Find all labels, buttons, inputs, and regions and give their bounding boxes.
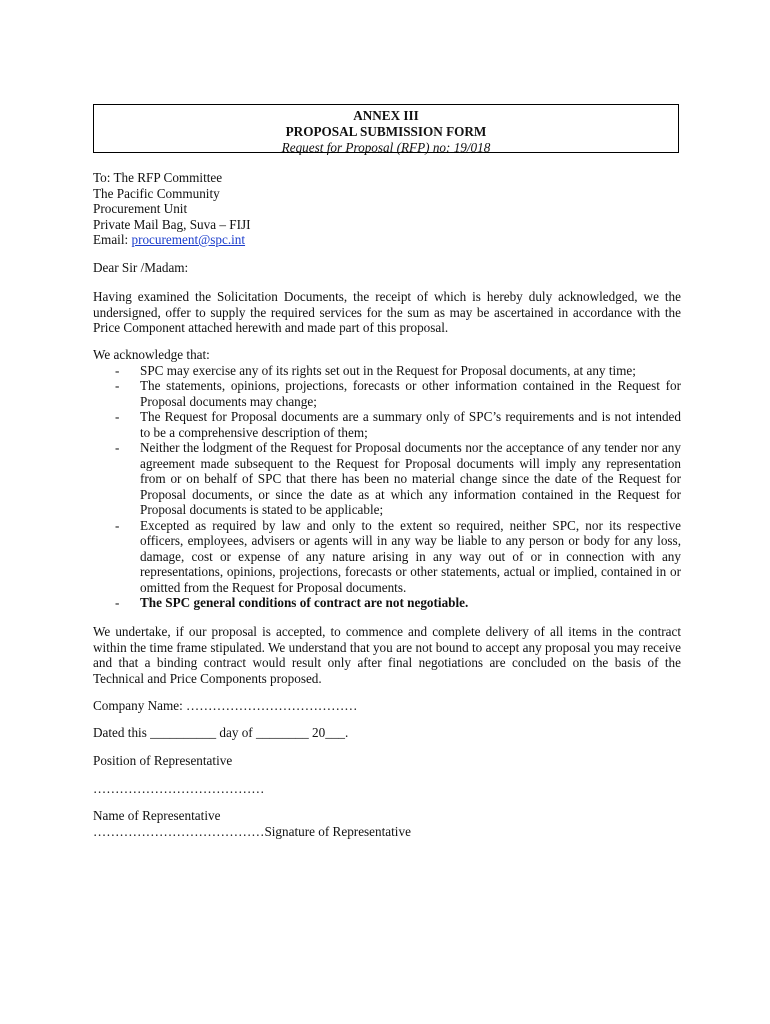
address-email-line bbox=[93, 232, 681, 248]
acknowledgement-list bbox=[93, 363, 681, 611]
address-bag: Private Mail Bag, Suva – FIJI bbox=[93, 216, 251, 232]
list-item: - The Request for Proposal documents are a summary only of SPC’s requirements and is not intended to be a comprehensive description of them; bbox=[115, 409, 681, 440]
recipient-address bbox=[93, 170, 681, 248]
annex-label: ANNEX III bbox=[353, 108, 419, 123]
position-dots: ………………………………… bbox=[93, 781, 265, 796]
annex-header-box bbox=[93, 104, 679, 153]
list-item: - SPC may exercise any of its rights set out in the Request for Proposal documents, at any time; bbox=[115, 362, 636, 378]
address-org: The Pacific Community bbox=[93, 185, 220, 201]
address-to: To: The RFP Committee bbox=[93, 170, 223, 185]
address-unit: Procurement Unit bbox=[93, 201, 188, 216]
dated-field: Dated this __________ day of ________ 20___. bbox=[93, 725, 349, 740]
list-item: - Excepted as required by law and only to the extent so required, neither SPC, nor its respective officers, employees, advisers or agents will in any way be liable to any person or body for any loss, damage, cost or expense of any nature arising in any way out of or in connection with any representations, opinions, projections, forecasts or other statements, actual or implied, contained in or omitted from the Request for Proposal documents. bbox=[115, 517, 681, 595]
form-title: PROPOSAL SUBMISSION FORM bbox=[285, 124, 487, 139]
list-item: - The statements, opinions, projections, forecasts or other information contained in the Request for Proposal documents may change; bbox=[115, 378, 681, 409]
salutation: Dear Sir /Madam: bbox=[93, 260, 189, 275]
undertaking-paragraph: We undertake, if our proposal is accepted, to commence and complete delivery of all items in the contract within the time frame stipulated. We understand that you are not bound to accept any proposal you may receive and that a binding contract would result only after final negotiations are concluded on the basis of the Technical and Price Components proposed. bbox=[93, 624, 681, 686]
name-label: Name of Representative bbox=[93, 808, 221, 823]
list-item: - The SPC general conditions of contract are not negotiable. bbox=[115, 595, 469, 610]
email-link[interactable]: procurement@spc.int bbox=[131, 232, 246, 247]
company-name-field: Company Name: ………………………………… bbox=[93, 698, 358, 713]
position-label: Position of Representative bbox=[93, 753, 233, 768]
rfp-reference: Request for Proposal (RFP) no: 19/018 bbox=[281, 140, 491, 155]
list-item: - Neither the lodgment of the Request for Proposal documents nor the acceptance of any tender nor any agreement made subsequent to the Request for Proposal documents will imply any representation from or on behalf of SPC that there has been no material change since the date of the Request for Proposal documents, or since the date as at which any information contained in the Request for Proposal documents is stated to be applicable; bbox=[115, 440, 681, 517]
intro-paragraph: Having examined the Solicitation Documents, the receipt of which is hereby duly acknowledged, we the undersigned, offer to supply the required services for the sum as may be ascertained in accordance with the Price Component attached herewith and made part of this proposal. bbox=[93, 289, 681, 335]
email-label: Email: bbox=[93, 232, 132, 247]
signature-line: …………………………………Signature of Representative bbox=[93, 824, 411, 839]
acknowledgements-section bbox=[93, 347, 681, 611]
acknowledge-label: We acknowledge that: bbox=[93, 347, 210, 362]
